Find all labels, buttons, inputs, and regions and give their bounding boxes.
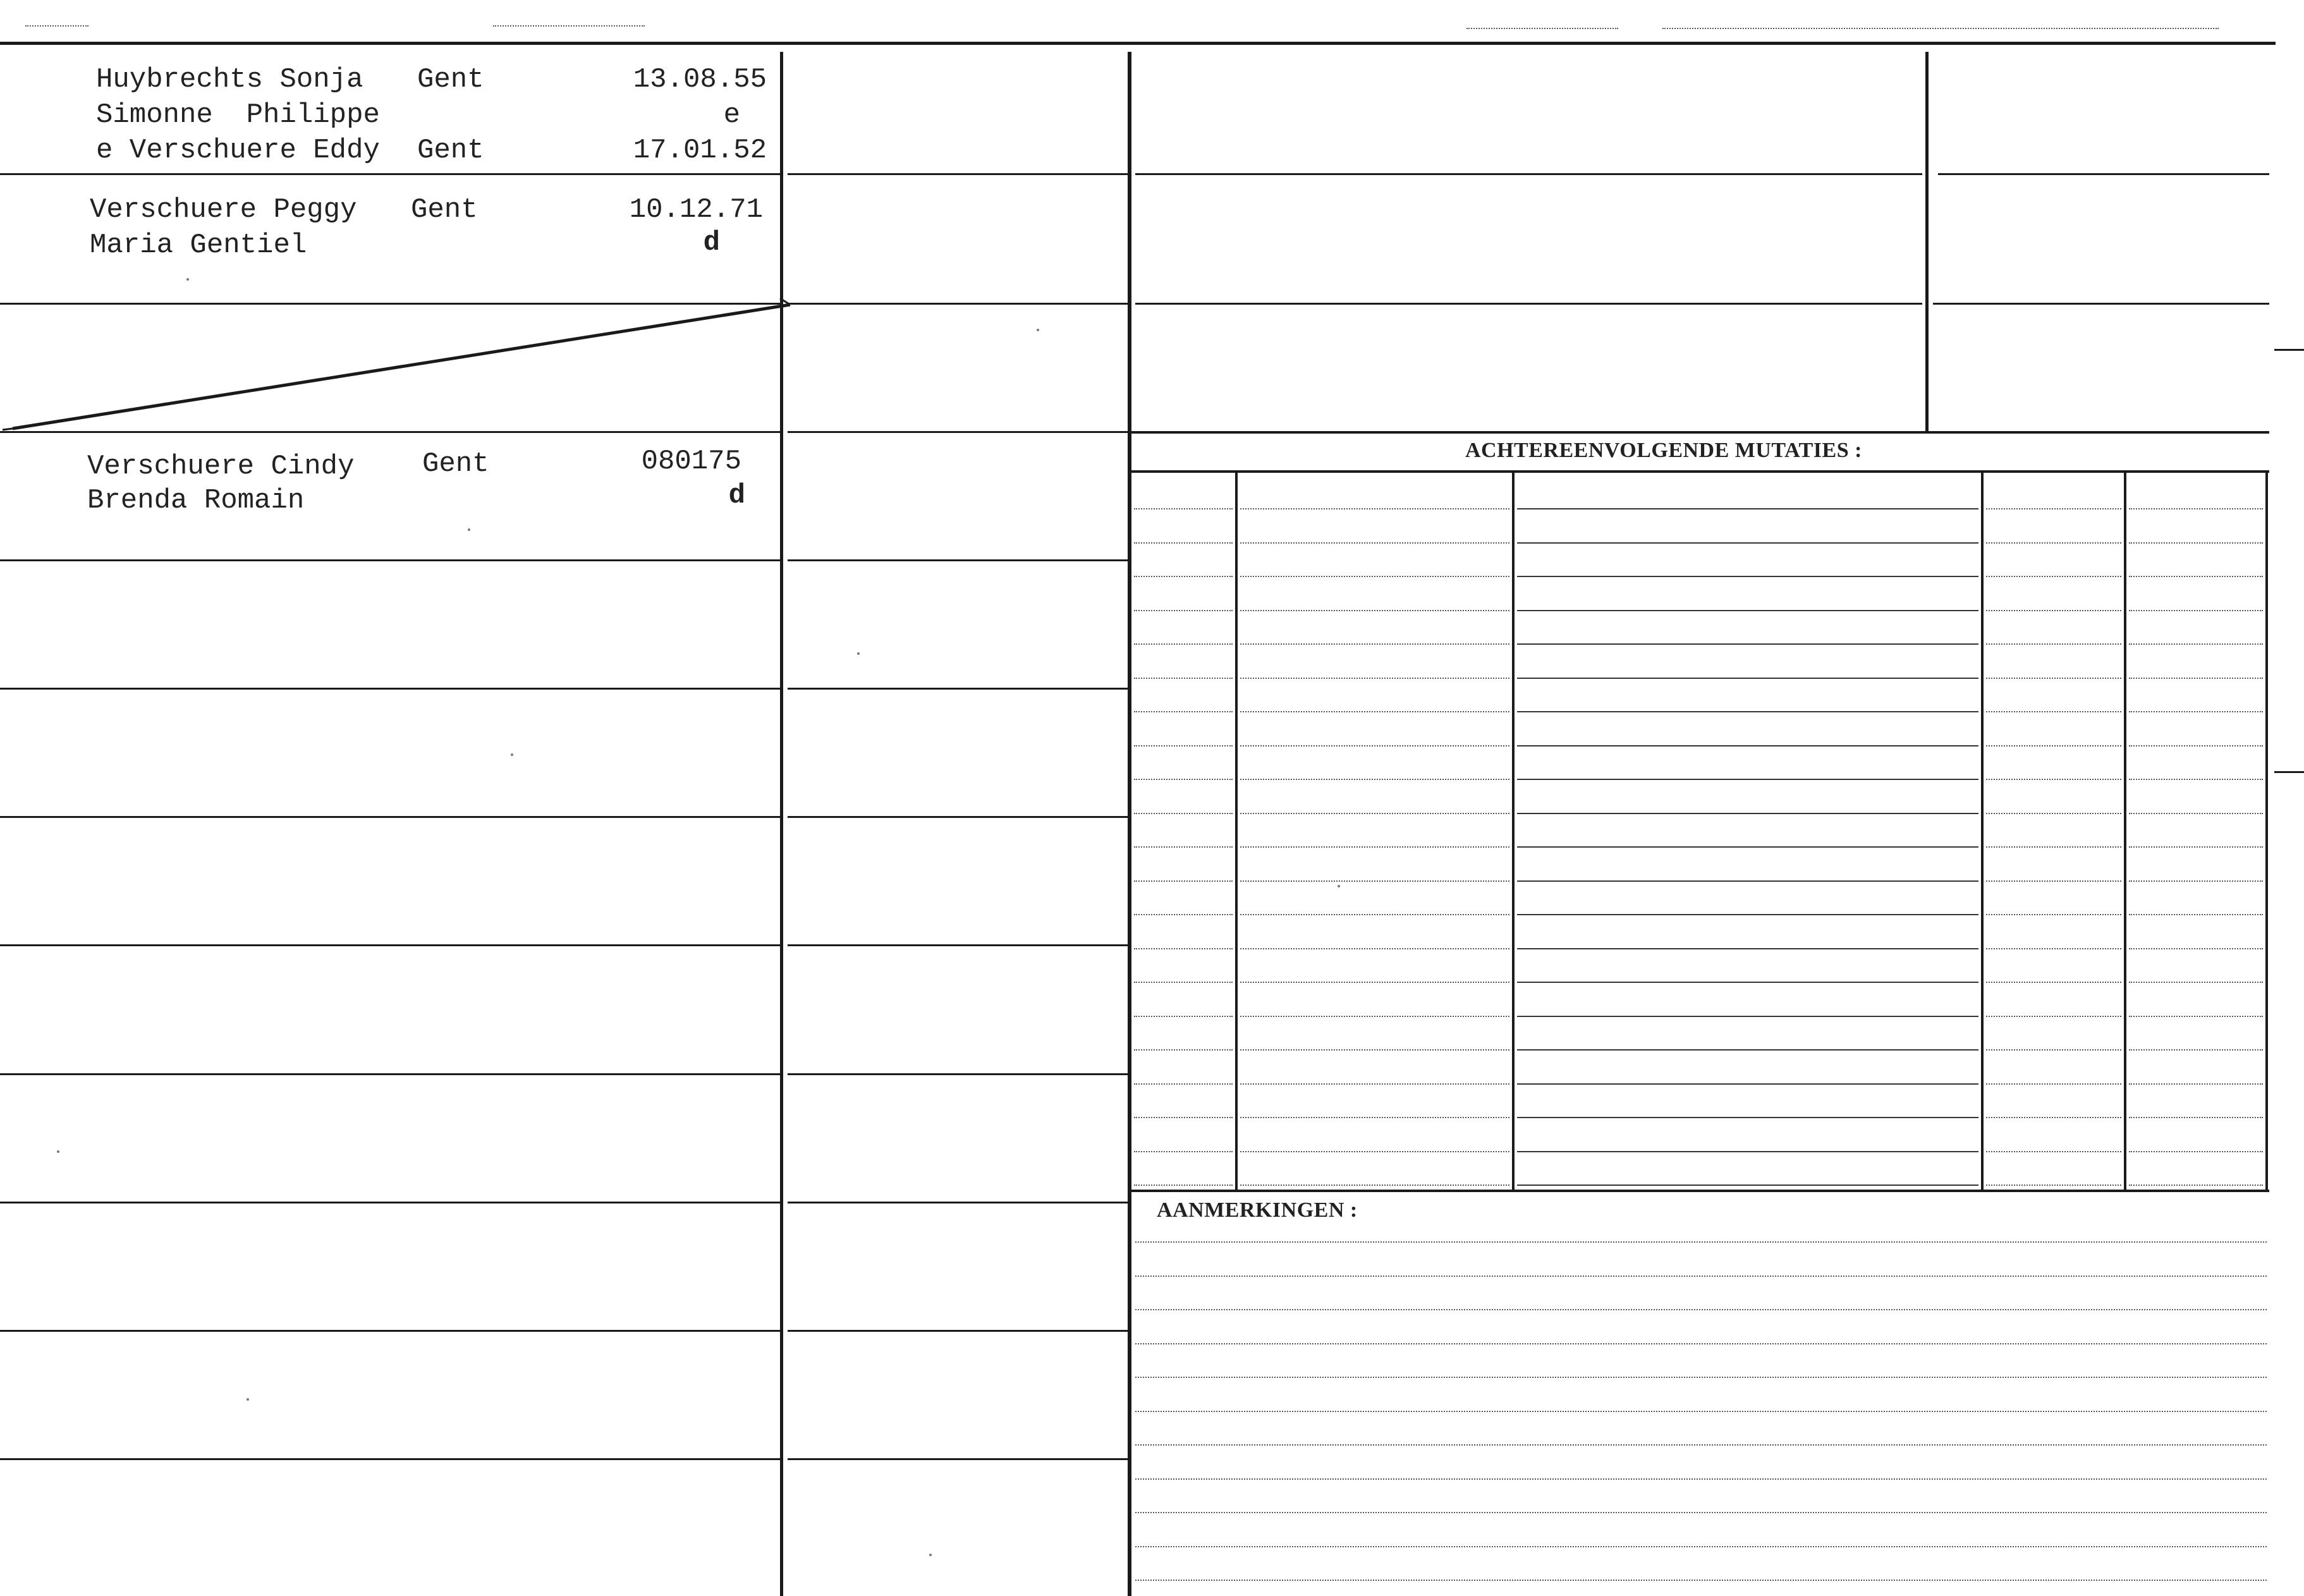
mutation-rule (1517, 711, 1978, 712)
mutation-rule (1134, 678, 1233, 679)
mutation-rule (1986, 745, 2121, 746)
mutation-rule (1134, 1151, 1233, 1152)
mutation-rule (1134, 610, 1233, 611)
mutation-rule (1517, 846, 1978, 848)
mutation-rule (1986, 678, 2121, 679)
scan-mark (1662, 28, 2219, 29)
remark-rule (1135, 1309, 2267, 1310)
mutation-rule (1240, 542, 1509, 544)
scan-mark (493, 25, 645, 27)
mutation-rule (1986, 711, 2121, 712)
entry-date: 17.01.52 (633, 135, 767, 166)
mutation-rule (1517, 508, 1978, 509)
mutation-rule (1986, 1083, 2121, 1085)
scan-speck (857, 652, 860, 655)
mutation-rule (1134, 542, 1233, 544)
mutation-rule (1517, 576, 1978, 577)
mutation-rule (1240, 745, 1509, 746)
mutation-rule (1517, 542, 1978, 544)
cancel-stroke (0, 297, 796, 436)
mutation-rule (1517, 948, 1978, 949)
mutation-rule (1240, 846, 1509, 848)
mutation-rule (2129, 779, 2263, 780)
entry-birthplace: Gent (417, 135, 484, 166)
mutation-rule (2129, 982, 2263, 983)
mutation-rule (2129, 1016, 2263, 1017)
mutation-rule (1240, 880, 1509, 882)
mutation-rule (2129, 678, 2263, 679)
scan-speck (468, 528, 470, 531)
register-column-rule (780, 52, 783, 1596)
remark-rule (1135, 1580, 2267, 1581)
scan-mark (1466, 28, 1618, 29)
scan-speck (247, 1398, 249, 1401)
mutation-rule (2129, 610, 2263, 611)
mutation-rule (2129, 542, 2263, 544)
mutation-rule (1134, 880, 1233, 882)
mutation-rule (1134, 779, 1233, 780)
mutation-rule (1986, 1117, 2121, 1118)
mutation-rule (1134, 643, 1233, 645)
mutation-rule (1240, 1117, 1509, 1118)
mutation-rule (1517, 1049, 1978, 1051)
entry-date: 10.12.71 (629, 194, 763, 226)
remark-rule (1135, 1343, 2267, 1344)
scan-speck (186, 278, 189, 281)
mutation-rule (2129, 813, 2263, 814)
mutation-rule (2129, 948, 2263, 949)
mutation-rule (2129, 643, 2263, 645)
mutation-rule (1986, 508, 2121, 509)
mutation-rule (2129, 880, 2263, 882)
mutation-rule (1517, 914, 1978, 915)
mutation-rule (1134, 846, 1233, 848)
entry-birthplace: Gent (422, 448, 489, 480)
entry-name-line: Simonne Philippe (96, 99, 380, 131)
scan-speck (1338, 885, 1340, 887)
mutation-rule (1240, 1185, 1509, 1186)
scan-speck (57, 1150, 59, 1153)
mutation-rule (1986, 610, 2121, 611)
mutation-rule (2129, 1185, 2263, 1186)
mutation-rule (1986, 1049, 2121, 1051)
mutation-rule (1986, 1151, 2121, 1152)
entry-name-line: e Verschuere Eddy (96, 135, 380, 166)
mutation-rule (2129, 745, 2263, 746)
remark-rule (1135, 1241, 2267, 1243)
entry-birthplace: Gent (411, 194, 478, 226)
mutation-rule (1517, 1016, 1978, 1017)
remark-rule (1135, 1478, 2267, 1480)
mutation-rule (1986, 846, 2121, 848)
mutation-rule (1240, 711, 1509, 712)
mutation-rule (1517, 982, 1978, 983)
mutation-rule (1134, 711, 1233, 712)
mutation-rule (1240, 576, 1509, 577)
mutation-rule (1517, 678, 1978, 679)
mutation-rule (1240, 508, 1509, 509)
mutation-rule (1134, 1185, 1233, 1186)
mutation-rule (1986, 1016, 2121, 1017)
entry-name-line: Huybrechts Sonja (96, 64, 363, 95)
mutation-rule (1517, 1083, 1978, 1085)
mutation-rule (1134, 1117, 1233, 1118)
remark-rule (1135, 1444, 2267, 1446)
mutation-rule (1517, 643, 1978, 645)
scan-speck (929, 1554, 932, 1556)
mutation-rule (1134, 508, 1233, 509)
remark-rule (1135, 1411, 2267, 1412)
mutation-rule (1134, 813, 1233, 814)
entry-name-line: Maria Gentiel (90, 229, 307, 261)
register-column-rule (1128, 52, 1131, 1596)
mutation-rule (1134, 982, 1233, 983)
mutation-rule (1134, 914, 1233, 915)
mutation-rule (1240, 1083, 1509, 1085)
mutation-rule (1986, 1185, 2121, 1186)
entry-name-line: Verschuere Cindy (87, 451, 355, 482)
mutation-rule (1986, 813, 2121, 814)
remark-rule (1135, 1377, 2267, 1378)
entry-date: 13.08.55 (633, 64, 767, 95)
top-rule (0, 42, 2276, 45)
mutation-rule (2129, 1049, 2263, 1051)
mutation-rule (1986, 576, 2121, 577)
mutation-rule (2129, 508, 2263, 509)
mutation-rule (2129, 914, 2263, 915)
mutation-rule (1517, 1117, 1978, 1118)
entry-status: e (723, 99, 740, 131)
entry-birthplace: Gent (417, 64, 484, 95)
mutation-rule (1240, 610, 1509, 611)
mutation-rule (1986, 982, 2121, 983)
mutation-rule (1134, 1049, 1233, 1051)
mutation-rule (1134, 745, 1233, 746)
mutation-rule (1986, 948, 2121, 949)
mutation-rule (1240, 1016, 1509, 1017)
mutation-rule (1986, 542, 2121, 544)
mutation-rule (1240, 1151, 1509, 1152)
mutation-rule (1240, 779, 1509, 780)
remark-rule (1135, 1546, 2267, 1547)
mutation-rule (1240, 678, 1509, 679)
remark-rule (1135, 1276, 2267, 1277)
mutation-rule (1240, 914, 1509, 915)
mutation-rule (1240, 1049, 1509, 1051)
mutation-rule (2129, 1117, 2263, 1118)
mutation-rule (1517, 1151, 1978, 1152)
mutation-rule (1240, 948, 1509, 949)
mutation-rule (2129, 576, 2263, 577)
mutation-rule (1134, 576, 1233, 577)
mutation-rule (2129, 1083, 2263, 1085)
mutation-rule (1986, 779, 2121, 780)
mutation-rule (1517, 610, 1978, 611)
mutation-rule (1517, 745, 1978, 746)
mutation-rule (1517, 813, 1978, 814)
entry-status: d (703, 227, 720, 259)
mutation-rule (1240, 643, 1509, 645)
mutation-rule (2129, 1151, 2263, 1152)
entry-name-line: Brenda Romain (87, 485, 305, 516)
mutation-rule (1986, 643, 2121, 645)
entry-date: 080175 (641, 446, 741, 477)
remarks-heading: AANMERKINGEN : (1157, 1198, 1358, 1222)
mutation-rule (1240, 982, 1509, 983)
mutation-rule (1986, 880, 2121, 882)
scan-speck (511, 753, 513, 756)
mutation-rule (1986, 914, 2121, 915)
mutation-rule (2129, 711, 2263, 712)
mutation-rule (1134, 1083, 1233, 1085)
mutations-heading: ACHTEREENVOLGENDE MUTATIES : (1465, 439, 1862, 462)
entry-status: d (728, 480, 745, 511)
remark-rule (1135, 1512, 2267, 1513)
entry-name-line: Verschuere Peggy (90, 194, 357, 226)
mutation-rule (1517, 1185, 1978, 1186)
mutation-rule (1240, 813, 1509, 814)
mutation-rule (1134, 948, 1233, 949)
mutation-rule (1517, 779, 1978, 780)
scan-mark (25, 25, 88, 27)
mutation-rule (1134, 1016, 1233, 1017)
mutation-rule (1517, 880, 1978, 882)
scan-speck (1037, 329, 1039, 331)
mutation-rule (2129, 846, 2263, 848)
